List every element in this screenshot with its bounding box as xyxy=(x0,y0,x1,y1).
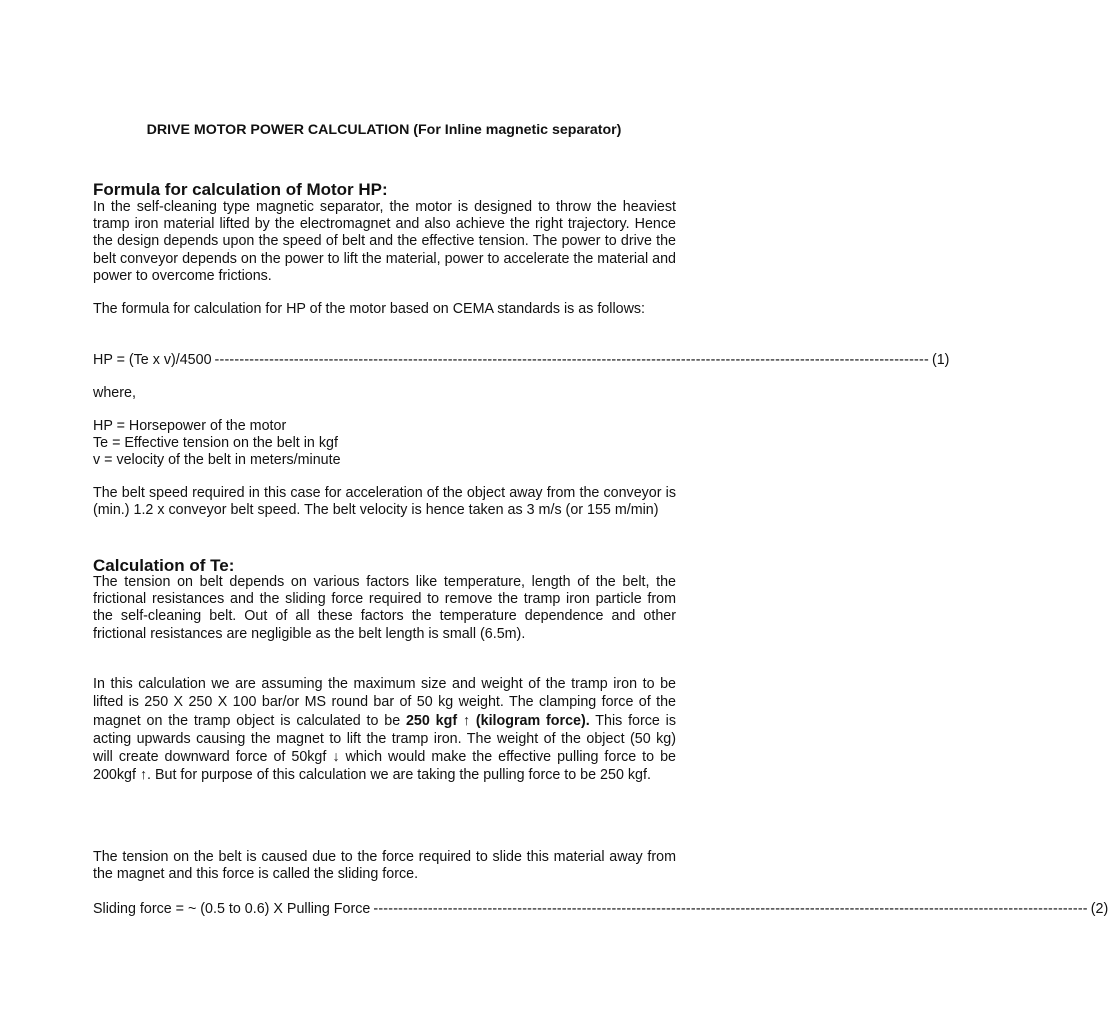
hp-formula-number: (1) xyxy=(931,352,950,368)
assumption-text-end: This force is acting upwards causing the magnet to lift the tramp iron. The weight of the object (50 kg) will create downward force of 50kgf ↓ which would make the effective pulling force to be 200kgf ↑. But for purpose of this calculation we are taking the pulling force to be 250 kgf. xyxy=(93,712,677,784)
hp-formula-expression: HP = (Te x v)/4500 xyxy=(93,352,212,368)
belt-speed-paragraph: The belt speed required in this case for acceleration of the object away from the conveyor is (min.) 1.2 x conveyor belt speed. The belt velocity is hence taken as 3 m/s (or 155 m/min) xyxy=(93,485,676,519)
section-heading-motor-hp: Formula for calculation of Motor HP: xyxy=(93,180,388,199)
definition-v: v = velocity of the belt in meters/minute xyxy=(93,452,341,469)
sliding-force-intro: The tension on the belt is caused due to the force required to slide this material away from the magnet and this force is called the sliding force. xyxy=(93,849,676,883)
definition-te: Te = Effective tension on the belt in kgf xyxy=(93,435,338,452)
assumption-paragraph xyxy=(93,675,676,785)
sliding-formula-leader: ------------------------------------------------------------------------------------------------------------------------------------------------ xyxy=(373,901,1088,917)
hp-formula xyxy=(93,352,950,369)
definition-hp: HP = Horsepower of the motor xyxy=(93,418,287,434)
document-title: DRIVE MOTOR POWER CALCULATION (For Inline magnetic separator) xyxy=(146,122,622,138)
definitions-list xyxy=(93,418,676,470)
sliding-formula-expression: Sliding force = ~ (0.5 to 0.6) X Pulling Force xyxy=(93,901,371,917)
formula-intro-paragraph: The formula for calculation for HP of the motor based on CEMA standards is as follows: xyxy=(93,301,646,317)
where-label: where, xyxy=(93,385,136,401)
assumption-text-start: In this calculation we are assuming the maximum size and weight of the tramp iron to be lifted is 250 X 250 X 100 bar/or MS round bar of 50 kg weight. The clamping force of the magnet on the tramp object is calculated to be xyxy=(93,676,676,729)
sliding-formula-number: (2) xyxy=(1090,901,1108,917)
sliding-force-formula xyxy=(93,901,1108,918)
tension-paragraph: The tension on belt depends on various factors like temperature, length of the belt, the frictional resistances and the sliding force required to remove the tramp iron particle from the self-cleaning belt. Out of all these factors the temperature dependence and other frictional resistances are negligible as the belt length is small (6.5m). xyxy=(93,574,676,642)
section-heading-te: Calculation of Te: xyxy=(93,556,235,575)
hp-formula-leader: ------------------------------------------------------------------------------------------------------------------------------------------------ xyxy=(214,352,929,368)
clamping-force-value: 250 kgf ↑ (kilogram force). xyxy=(405,712,590,729)
intro-paragraph: In the self-cleaning type magnetic separator, the motor is designed to throw the heaviest tramp iron material lifted by the electromagnet and also achieve the right trajectory. Hence the design depends upon the speed of belt and the effective tension. The power to drive the belt conveyor depends on the power to lift the material, power to accelerate the material and power to overcome frictions. xyxy=(93,199,676,284)
